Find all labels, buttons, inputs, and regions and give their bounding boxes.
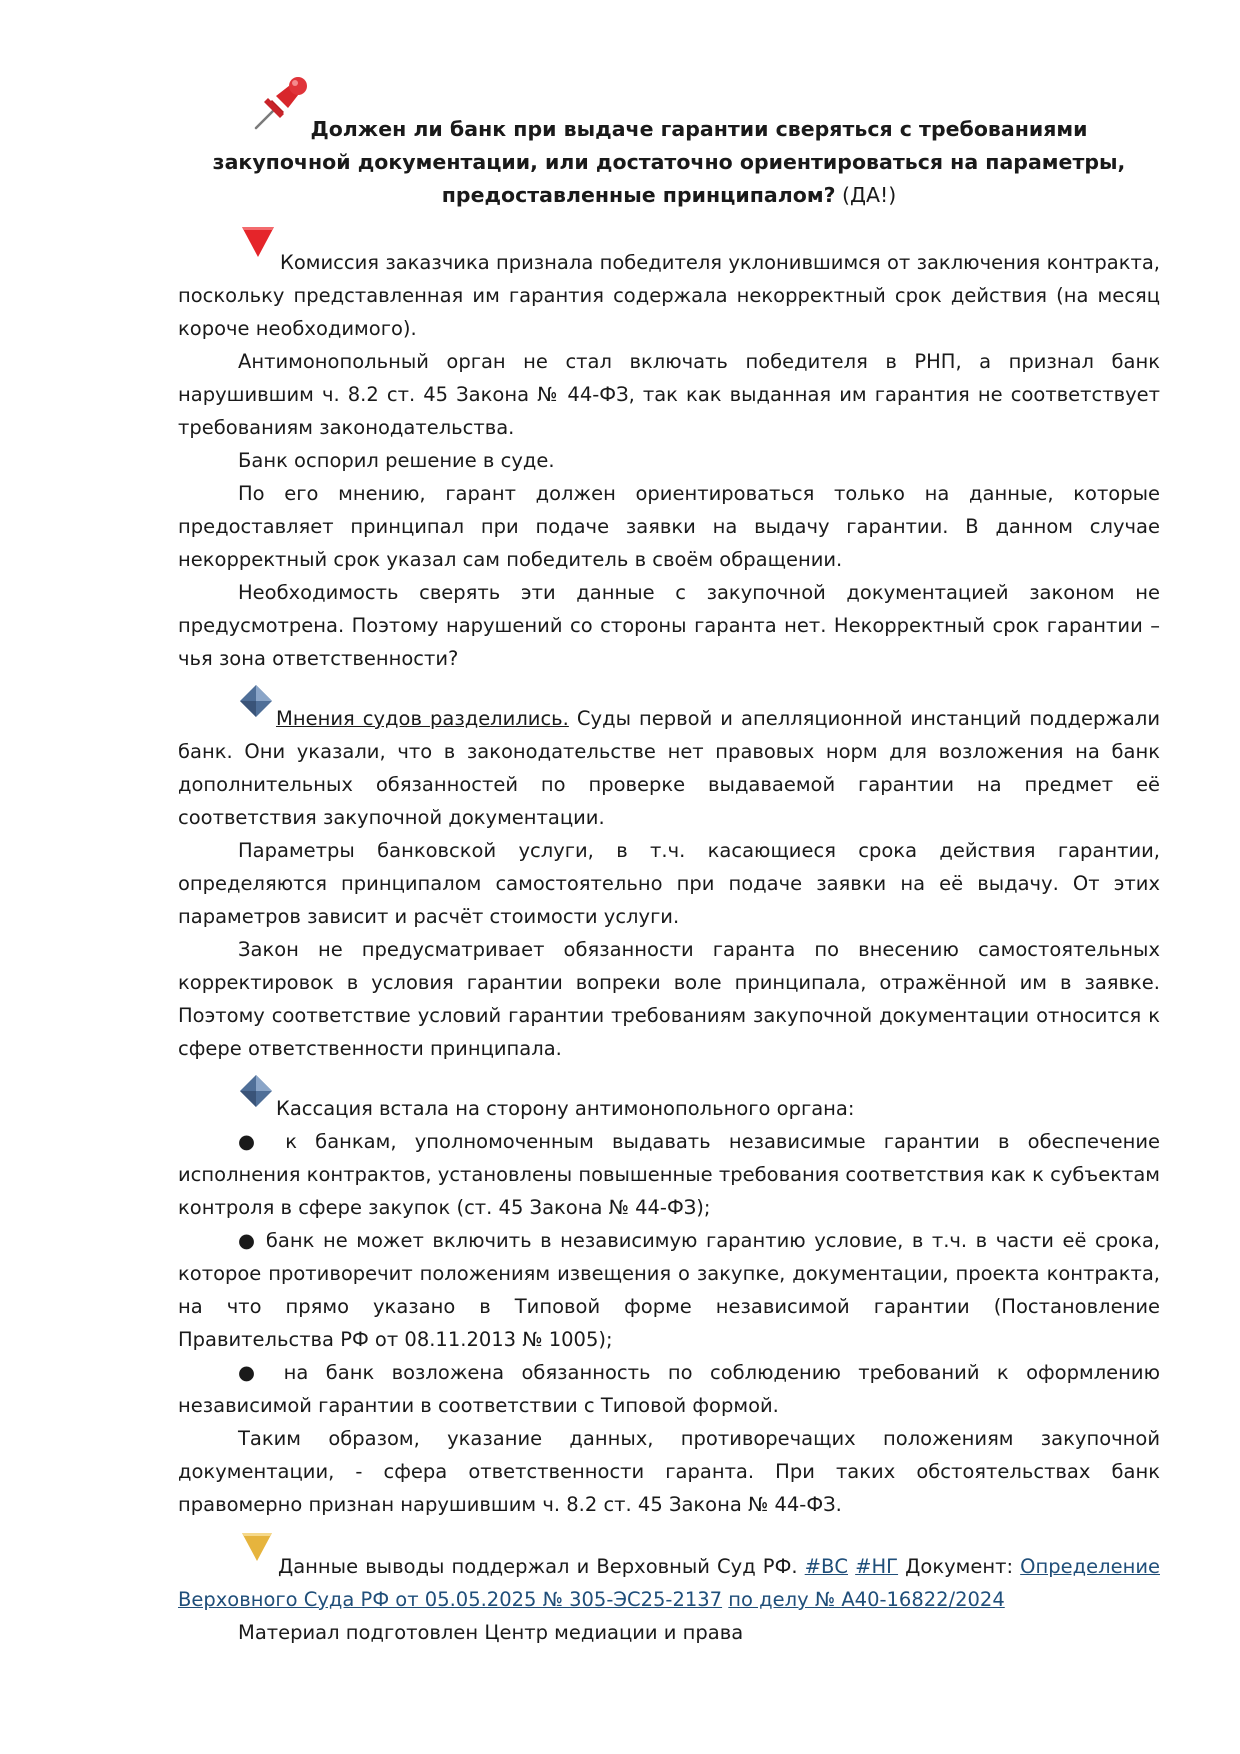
case-number-link[interactable]: по делу № А40-16822/2024 xyxy=(728,1588,1005,1611)
blue-diamond-icon xyxy=(238,683,274,719)
paragraph: Комиссия заказчика признала победителя уклонившимся от заключения контракта, поскольку представленная им гарантия содержала некорректный срок действия (на месяц короче необходимого). xyxy=(178,231,1160,345)
courts-split-label: Мнения судов разделились. xyxy=(276,707,569,730)
paragraph: Банк оспорил решение в суде. xyxy=(238,449,555,472)
paragraph: Кассация встала на сторону антимонопольного органа: xyxy=(178,1081,1160,1125)
court-ruling-link[interactable]: Определение Верховного Суда РФ от 05.05.2025 № 305-ЭС25-2137 xyxy=(178,1555,1160,1611)
paragraph: Мнения судов разделились. Суды первой и апелляционной инстанций поддержали банк. Они указали, что в законодательстве нет правовых норм для возложения на банк дополнительных обязанностей по проверке выдаваемой гарантии на предмет её соответствия закупочной документации. xyxy=(178,691,1160,834)
paragraph: Антимонопольный орган не стал включать победителя в РНП, а признал банк нарушившим ч. 8.2 ст. 45 Закона № 44-ФЗ, так как выданная им гарантия не соответствует требованиям законодательства. xyxy=(178,350,1160,439)
bullet-item: ● банк не может включить в независимую гарантию условие, в т.ч. в части её срока, которое противоречит положениям извещения о закупке, документации, проекта контракта, на что прямо указано в Типовой форме независимой гарантии (Постановление Правительства РФ от 08.11.2013 № 1005); xyxy=(178,1229,1160,1351)
hashtag-vs-link[interactable]: #ВС xyxy=(804,1555,849,1578)
paragraph: Необходимость сверять эти данные с закупочной документацией законом не предусмотрена. Поэтому нарушений со стороны гаранта нет. Некорректный срок гарантии – чья зона ответственности? xyxy=(178,581,1160,670)
red-triangle-icon xyxy=(238,221,278,261)
bullet-item: ● на банк возложена обязанность по соблюдению требований к оформлению независимой гарантии в соответствии с Типовой формой. xyxy=(178,1361,1160,1417)
paragraph: Закон не предусматривает обязанности гаранта по внесению самостоятельных корректировок в условия гарантии вопреки воле принципала, отражённой им в заявке. Поэтому соответствие условий гарантии требованиям закупочной документации относится к сфере ответственности принципала. xyxy=(178,938,1160,1060)
paragraph: Параметры банковской услуги, в т.ч. касающиеся срока действия гарантии, определяются принципалом самостоятельно при подаче заявки на её выдачу. От этих параметров зависит и расчёт стоимости услуги. xyxy=(178,839,1160,928)
hashtag-ng-link[interactable]: #НГ xyxy=(855,1555,899,1578)
paragraph: Данные выводы поддержал и Верховный Суд РФ. #ВС #НГ Документ: Определение Верховного Суда РФ от 05.05.2025 № 305-ЭС25-2137 по делу № А40-16822/2024 xyxy=(178,1537,1160,1616)
document-title xyxy=(178,80,1160,212)
document-body xyxy=(178,231,1160,1649)
bullet-item: ● к банкам, уполномоченным выдавать независимые гарантии в обеспечение исполнения контрактов, установлены повышенные требования соответствия как к субъектам контроля в сфере закупок (ст. 45 Закона № 44-ФЗ); xyxy=(178,1130,1160,1219)
paragraph: Таким образом, указание данных, противоречащих положениям закупочной документации, - сфера ответственности гаранта. При таких обстоятельствах банк правомерно признан нарушившим ч. 8.2 ст. 45 Закона № 44-ФЗ. xyxy=(178,1427,1160,1516)
pushpin-icon xyxy=(250,74,310,134)
paragraph: Материал подготовлен Центр медиации и права xyxy=(238,1621,744,1644)
paragraph: По его мнению, гарант должен ориентироваться только на данные, которые предоставляет принципал при подаче заявки на выдачу гарантии. В данном случае некорректный срок указал сам победитель в своём обращении. xyxy=(178,482,1160,571)
gold-triangle-icon xyxy=(238,1527,276,1565)
title-question: Должен ли банк при выдаче гарантии сверяться с требованиями закупочной документации, или достаточно ориентироваться на параметры, предоставленные принципалом? xyxy=(212,117,1126,207)
blue-diamond-icon xyxy=(238,1073,274,1109)
title-answer: (ДА!) xyxy=(835,183,897,207)
